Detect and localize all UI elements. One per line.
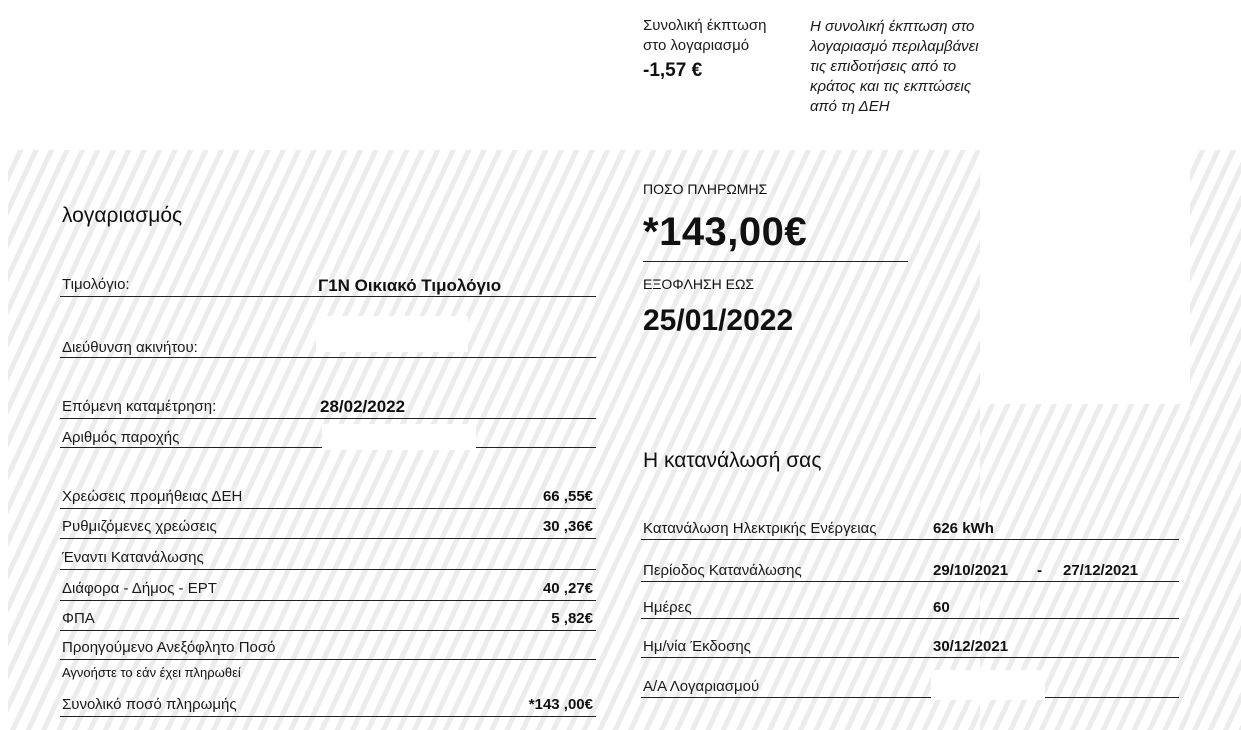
supply-number-underline-left	[60, 447, 322, 448]
supply-number-redacted	[322, 424, 476, 450]
charge-label-on-account: Έναντι Κατανάλωσης	[62, 549, 204, 566]
charge-underline-regulated	[60, 538, 596, 539]
supply-number-underline-right	[476, 447, 596, 448]
tariff-value: Γ1Ν Οικιακό Τιμολόγιο	[318, 276, 502, 295]
charge-label-supply: Χρεώσεις προμήθειας ΔΕΗ	[62, 488, 243, 505]
charge-value-supply: 66 ,55€	[542, 488, 593, 505]
period-separator: -	[1037, 562, 1042, 579]
charge-underline-previous-unpaid	[60, 659, 596, 660]
charge-label-previous-unpaid: Προηγούμενο Ανεξόφλητο Ποσό	[62, 639, 276, 656]
discount-label-line2: στο λογαριασμό	[643, 37, 750, 54]
charge-value-regulated: 30 ,36€	[542, 518, 593, 535]
payment-amount-label: ΠΟΣΟ ΠΛΗΡΩΜΗΣ	[643, 181, 768, 197]
energy-underline	[641, 539, 1179, 540]
address-redacted	[316, 316, 468, 352]
due-date-label: ΕΞΟΦΛΗΣΗ ΕΩΣ	[643, 276, 755, 292]
tariff-underline	[60, 296, 596, 297]
charge-underline-vat	[60, 630, 596, 631]
supply-number-label: Αριθμός παροχής	[62, 429, 180, 446]
total-underline	[60, 716, 596, 717]
payment-amount: *143,00€	[643, 210, 808, 254]
total-label: Συνολικό ποσό πληρωμής	[62, 696, 237, 713]
issue-date-underline	[641, 657, 1179, 658]
energy-value: 626 kWh	[933, 520, 994, 537]
account-number-underline-left	[641, 697, 931, 698]
next-reading-label: Επόμενη καταμέτρηση:	[62, 398, 217, 415]
account-number-redacted	[931, 670, 1045, 700]
total-value: *143 ,00€	[528, 696, 593, 713]
consumption-title: Η κατανάλωσή σας	[643, 449, 822, 472]
address-label: Διεύθυνση ακινήτου:	[62, 339, 198, 356]
issue-date-value: 30/12/2021	[933, 638, 1009, 655]
discount-label-line1: Συνολική έκπτωση	[643, 17, 767, 34]
tariff-label: Τιμολόγιο:	[62, 276, 130, 293]
next-reading-value: 28/02/2022	[320, 397, 406, 416]
bill-title: λογαριασμός	[62, 204, 183, 227]
days-value: 60	[933, 599, 950, 616]
address-underline	[60, 357, 596, 358]
period-from: 29/10/2021	[933, 562, 1009, 579]
charge-value-misc: 40 ,27€	[542, 580, 593, 597]
discount-amount: -1,57 €	[643, 60, 703, 81]
period-to: 27/12/2021	[1063, 562, 1139, 579]
charge-label-misc: Διάφορα - Δήμος - ΕΡΤ	[62, 580, 217, 597]
charge-underline-misc	[60, 600, 596, 601]
charge-label-vat: ΦΠΑ	[62, 610, 95, 627]
days-underline	[641, 618, 1179, 619]
charge-underline-on-account	[60, 569, 596, 570]
payment-amount-underline	[643, 261, 908, 262]
next-reading-underline	[60, 418, 596, 419]
due-date: 25/01/2022	[643, 304, 794, 337]
hatched-background-right-strip	[1190, 150, 1241, 730]
ignore-note: Αγνοήστε το εάν έχει πληρωθεί	[62, 665, 241, 680]
issue-date-label: Ημ/νία Έκδοσης	[643, 638, 751, 655]
period-label: Περίοδος Κατανάλωσης	[643, 562, 802, 579]
account-number-underline-right	[1045, 697, 1179, 698]
days-label: Ημέρες	[643, 599, 692, 616]
energy-label: Κατανάλωση Ηλεκτρικής Ενέργειας	[643, 520, 877, 537]
charge-underline-supply	[60, 508, 596, 509]
account-number-label: Α/Α Λογαριασμού	[643, 678, 760, 695]
period-underline	[641, 581, 1179, 582]
discount-note: Η συνολική έκπτωση στο λογαριασμό περιλαμβάνει τις επιδοτήσεις από το κράτος και τις εκπτώσεις από τη ΔΕΗ	[810, 18, 979, 115]
charge-value-vat: 5 ,82€	[551, 610, 593, 627]
charge-label-regulated: Ρυθμιζόμενες χρεώσεις	[62, 518, 217, 535]
